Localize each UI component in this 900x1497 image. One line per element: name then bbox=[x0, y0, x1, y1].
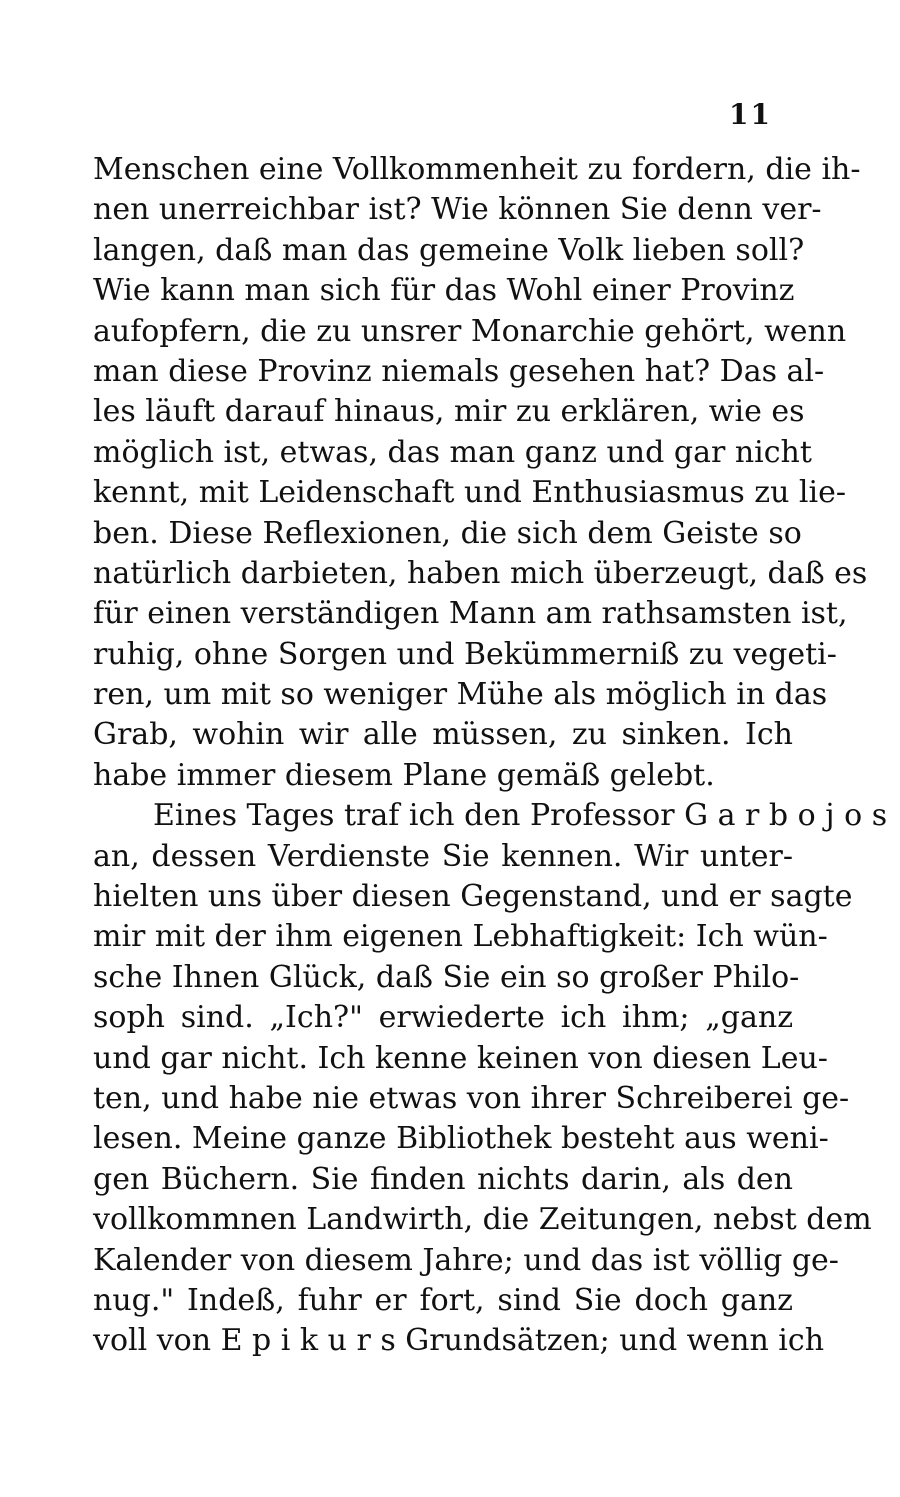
text-line: aufopfern, die zu unsrer Monarchie gehört, wenn bbox=[93, 313, 847, 349]
paragraph-start-line: Eines Tages traf ich den Professor G a r b o j o s bbox=[153, 798, 888, 834]
text-line: Kalender von diesem Jahre; und das ist völlig ge- bbox=[93, 1242, 839, 1278]
text-line: kennt, mit Leidenschaft und Enthusiasmus zu lie- bbox=[93, 475, 847, 511]
text-line: ben. Diese Reflexionen, die sich dem Geiste so bbox=[93, 515, 802, 551]
text-line: möglich ist, etwas, das man ganz und gar nicht bbox=[93, 434, 812, 470]
body-text bbox=[93, 150, 888, 1362]
text-line: ruhig, ohne Sorgen und Bekümmerniß zu vegeti- bbox=[93, 636, 837, 672]
text-line: gen Büchern. Sie finden nichts darin, als den bbox=[93, 1161, 793, 1197]
text-line: langen, daß man das gemeine Volk lieben soll? bbox=[93, 232, 805, 268]
paragraph-end-line: habe immer diesem Plane gemäß gelebt. bbox=[93, 757, 715, 793]
text-line: Menschen eine Vollkommenheit zu fordern, die ih- bbox=[93, 152, 861, 187]
text-line: mir mit der ihm eigenen Lebhaftigkeit: Ich wün- bbox=[93, 919, 828, 955]
text-line: ten, und habe nie etwas von ihrer Schreiberei ge- bbox=[93, 1080, 850, 1116]
text-line: les läuft darauf hinaus, mir zu erklären, wie es bbox=[93, 394, 805, 430]
text-line: natürlich darbieten, haben mich überzeugt, daß es bbox=[93, 555, 868, 591]
text-line: und gar nicht. Ich kenne keinen von diesen Leu- bbox=[93, 1040, 828, 1076]
text-line: sche Ihnen Glück, daß Sie ein so großer Philo- bbox=[93, 959, 800, 995]
text-line: nen unerreichbar ist? Wie können Sie denn ver- bbox=[93, 192, 822, 228]
text-line: an, dessen Verdienste Sie kennen. Wir unter- bbox=[93, 838, 793, 874]
text-line: Grab, wohin wir alle müssen, zu sinken. Ich bbox=[93, 717, 793, 753]
text-line: nug." Indeß, fuhr er fort, sind Sie doch ganz bbox=[93, 1282, 793, 1318]
text-line: Wie kann man sich für das Wohl einer Provinz bbox=[93, 273, 795, 309]
text-line: ren, um mit so weniger Mühe als möglich in das bbox=[93, 677, 828, 713]
page-number: 11 bbox=[729, 98, 772, 131]
text-line: vollkommnen Landwirth, die Zeitungen, nebst dem bbox=[93, 1202, 872, 1238]
text-line: voll von E p i k u r s Grundsätzen; und wenn ich bbox=[93, 1323, 825, 1359]
text-line: man diese Provinz niemals gesehen hat? Das al- bbox=[93, 353, 825, 389]
text-line: soph sind. „Ich?" erwiederte ich ihm; „ganz bbox=[93, 1000, 793, 1036]
text-line: hielten uns über diesen Gegenstand, und er sagte bbox=[93, 879, 853, 915]
text-line: für einen verständigen Mann am rathsamsten ist, bbox=[93, 596, 848, 632]
text-line: lesen. Meine ganze Bibliothek besteht aus weni- bbox=[93, 1121, 829, 1157]
